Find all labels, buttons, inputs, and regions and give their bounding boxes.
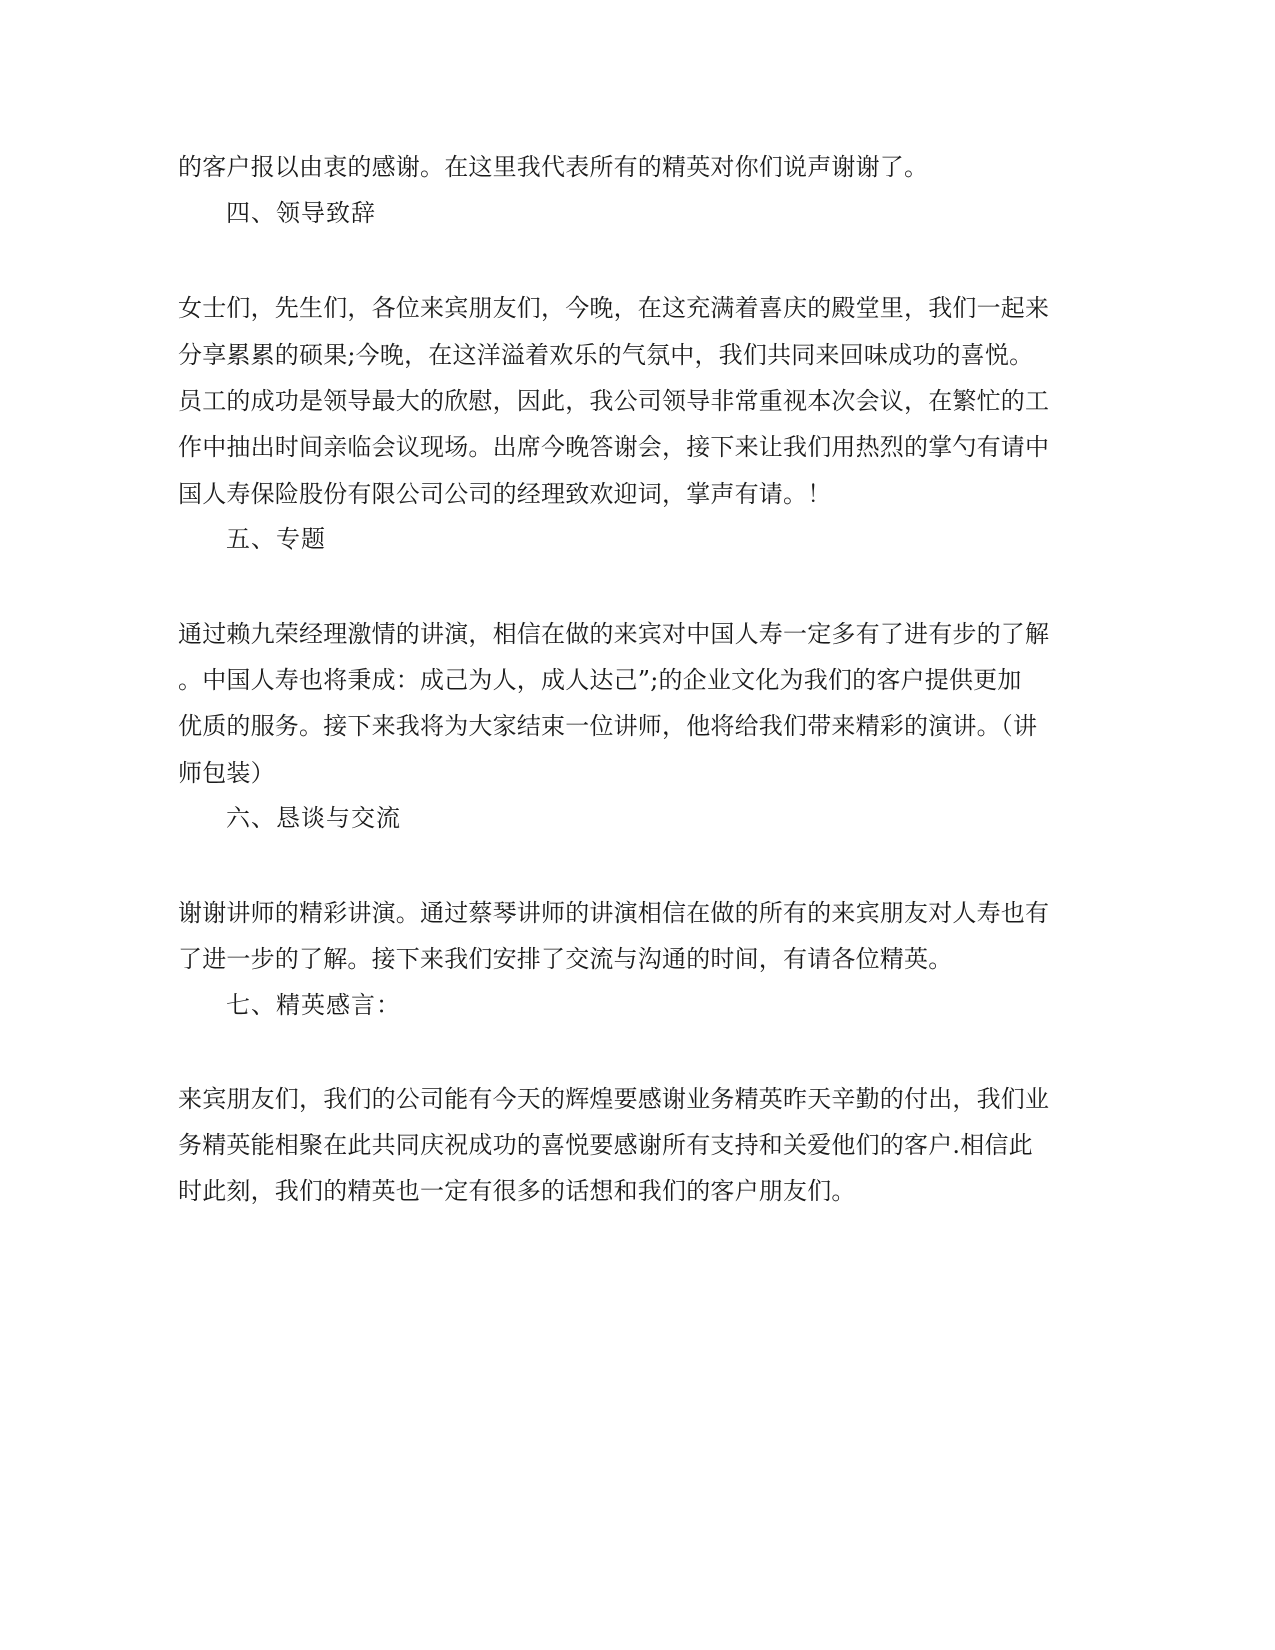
paragraph-line: 作中抽出时间亲临会议现场。出席今晚答谢会，接下来让我们用热烈的掌勺有请中 [178, 433, 1050, 461]
paragraph-line: 。中国人寿也将秉成：成己为人，成人达己”;的企业文化为我们的客户提供更加 [178, 666, 1022, 694]
section-heading-elite-remarks: 七、精英感言： [226, 991, 401, 1019]
paragraph-line: 员工的成功是领导最大的欣慰，因此，我公司领导非常重视本次会议，在繁忙的工 [178, 387, 1050, 415]
paragraph-line: 通过赖九荣经理激情的讲演，相信在做的来宾对中国人寿一定多有了进有步的了解 [178, 620, 1050, 648]
paragraph-line: 女士们，先生们，各位来宾朋友们，今晚，在这充满着喜庆的殿堂里，我们一起来 [178, 294, 1050, 322]
section-heading-leader-speech: 四、领导致辞 [226, 199, 376, 227]
section-heading-topic: 五、专题 [226, 525, 326, 553]
paragraph-line: 师包装） [178, 759, 275, 787]
paragraph-line: 国人寿保险股份有限公司公司的经理致欢迎词，掌声有请。！ [178, 480, 832, 508]
paragraph-line: 优质的服务。接下来我将为大家结束一位讲师，他将给我们带来精彩的演讲。（讲 [178, 712, 1038, 740]
section-heading-discussion: 六、恳谈与交流 [226, 804, 401, 832]
paragraph-line: 分享累累的硕果;今晚，在这洋溢着欢乐的气氛中，我们共同来回味成功的喜悦。 [178, 341, 1034, 369]
paragraph-line: 务精英能相聚在此共同庆祝成功的喜悦要感谢所有支持和关爱他们的客户.相信此 [178, 1131, 1033, 1159]
paragraph-line: 谢谢讲师的精彩讲演。通过蔡琴讲师的讲演相信在做的所有的来宾朋友对人寿也有 [178, 899, 1050, 927]
paragraph-line: 了进一步的了解。接下来我们安排了交流与沟通的时间，有请各位精英。 [178, 945, 953, 973]
paragraph-line: 时此刻，我们的精英也一定有很多的话想和我们的客户朋友们。 [178, 1177, 856, 1205]
paragraph-line: 的客户报以由衷的感谢。在这里我代表所有的精英对你们说声谢谢了。 [178, 153, 929, 181]
paragraph-line: 来宾朋友们，我们的公司能有今天的辉煌要感谢业务精英昨天辛勤的付出，我们业 [178, 1085, 1050, 1113]
